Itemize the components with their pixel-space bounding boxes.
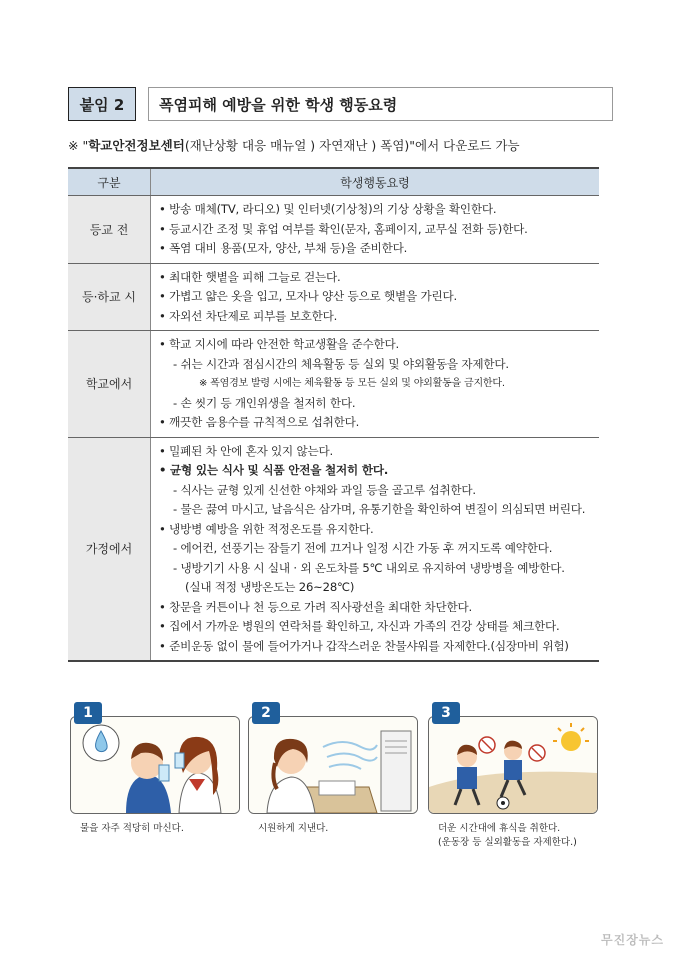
source-note	[68, 136, 520, 154]
table-row	[68, 331, 599, 438]
row-content	[151, 331, 600, 438]
guideline-line: • 창문을 커튼이나 천 등으로 가려 직사광선을 최대한 차단한다.	[159, 599, 472, 614]
illustration-panel-2	[248, 702, 418, 814]
cool-air-illustration	[249, 717, 417, 813]
table-row	[68, 196, 599, 264]
rest-outdoors-illustration	[429, 717, 597, 813]
row-category: 등교 전	[68, 196, 151, 264]
page-title: 폭염피해 예방을 위한 학생 행동요령	[148, 87, 613, 121]
illustration-panel-3	[428, 702, 598, 814]
panel-caption-sub: (운동장 등 실외활동을 자제한다.)	[438, 837, 577, 848]
table-row	[68, 437, 599, 661]
guideline-subline: - 식사는 균형 있게 신선한 야채와 과일 등을 골고루 섭취한다.	[173, 482, 476, 497]
illustration-frame	[248, 716, 418, 814]
panel-caption: 더운 시간대에 휴식을 취한다.	[438, 823, 561, 834]
panel-number: 3	[432, 702, 460, 724]
panel-number: 2	[252, 702, 280, 724]
drinking-water-illustration	[71, 717, 239, 813]
guideline-line: • 집에서 가까운 병원의 연락처를 확인하고, 자신과 가족의 건강 상태를 체크한다.	[159, 619, 560, 633]
guideline-line: • 깨끗한 음용수를 규칙적으로 섭취한다.	[159, 415, 360, 429]
guideline-line: • 밀폐된 차 안에 혼자 있지 않는다.	[159, 443, 334, 458]
guideline-subline: - 손 씻기 등 개인위생을 철저히 한다.	[173, 395, 356, 410]
guideline-line: • 준비운동 없이 물에 들어가거나 갑작스러운 찬물샤워를 자제한다.(심장마비 위험)	[159, 638, 569, 653]
watermark: 무진장뉴스	[601, 933, 664, 947]
guideline-subline: - 쉬는 시간과 점심시간의 체육활동 등 실외 및 야외활동을 자제한다.	[173, 356, 509, 371]
illustration-panel-1	[70, 702, 240, 814]
guideline-line: • 자외선 차단제로 피부를 보호한다.	[159, 308, 338, 323]
guideline-line: • 최대한 햇볕을 피해 그늘로 걷는다.	[159, 269, 341, 284]
guideline-note: ※ 폭염경보 발령 시에는 체육활동 등 모든 실외 및 야외활동을 금지한다.	[199, 378, 505, 389]
row-category: 등·하교 시	[68, 263, 151, 331]
guideline-table	[68, 167, 599, 662]
guideline-line: • 등교시간 조정 및 휴업 여부를 확인(문자, 홈페이지, 교무실 전화 등)한다.	[159, 221, 528, 236]
guideline-subline: - 물은 끓여 마시고, 날음식은 삼가며, 유통기한을 확인하여 변질이 의심되면 버린다.	[173, 502, 586, 516]
table-row	[68, 263, 599, 331]
guideline-line: • 폭염 대비 용품(모자, 양산, 부채 등)을 준비한다.	[159, 241, 408, 255]
illustration-frame	[70, 716, 240, 814]
row-content	[151, 437, 600, 661]
guideline-line: • 방송 매체(TV, 라디오) 및 인터넷(기상청)의 기상 상황을 확인한다.	[159, 202, 497, 216]
row-category: 학교에서	[68, 331, 151, 438]
panel-caption: 물을 자주 적당히 마신다.	[80, 823, 184, 834]
col-header-guidelines: 학생행동요령	[151, 168, 600, 196]
attachment-badge: 붙임 2	[68, 87, 136, 121]
panel-caption: 시원하게 지낸다.	[258, 823, 329, 834]
col-header-category: 구분	[68, 168, 151, 196]
guideline-line: • 냉방병 예방을 위한 적정온도를 유지한다.	[159, 521, 374, 536]
title-row	[68, 87, 613, 121]
guideline-line: • 학교 지시에 따라 안전한 학교생활을 준수한다.	[159, 337, 400, 351]
guideline-subline: (실내 적정 냉방온도는 26~28℃)	[185, 580, 355, 594]
note-rest: (재난상황 대응 매뉴얼 ) 자연재난 ) 폭염)"에서 다운로드 가능	[184, 138, 520, 153]
illustration-frame	[428, 716, 598, 814]
guideline-line: • 균형 있는 식사 및 식품 안전을 철저히 한다.	[159, 463, 389, 477]
row-category: 가정에서	[68, 437, 151, 661]
guideline-subline: - 에어컨, 선풍기는 잠들기 전에 끄거나 일정 시간 가동 후 꺼지도록 예약한다.	[173, 541, 553, 555]
row-content	[151, 263, 600, 331]
note-source: 학교안전정보센터	[88, 138, 185, 153]
guideline-subline: - 냉방기기 사용 시 실내 · 외 온도차를 5℃ 내외로 유지하여 냉방병을 예방한다.	[173, 560, 565, 575]
note-prefix: ※ "	[68, 138, 89, 153]
guideline-line: • 가볍고 얇은 옷을 입고, 모자나 양산 등으로 햇볕을 가린다.	[159, 289, 457, 303]
row-content	[151, 196, 600, 264]
panel-number: 1	[74, 702, 102, 724]
